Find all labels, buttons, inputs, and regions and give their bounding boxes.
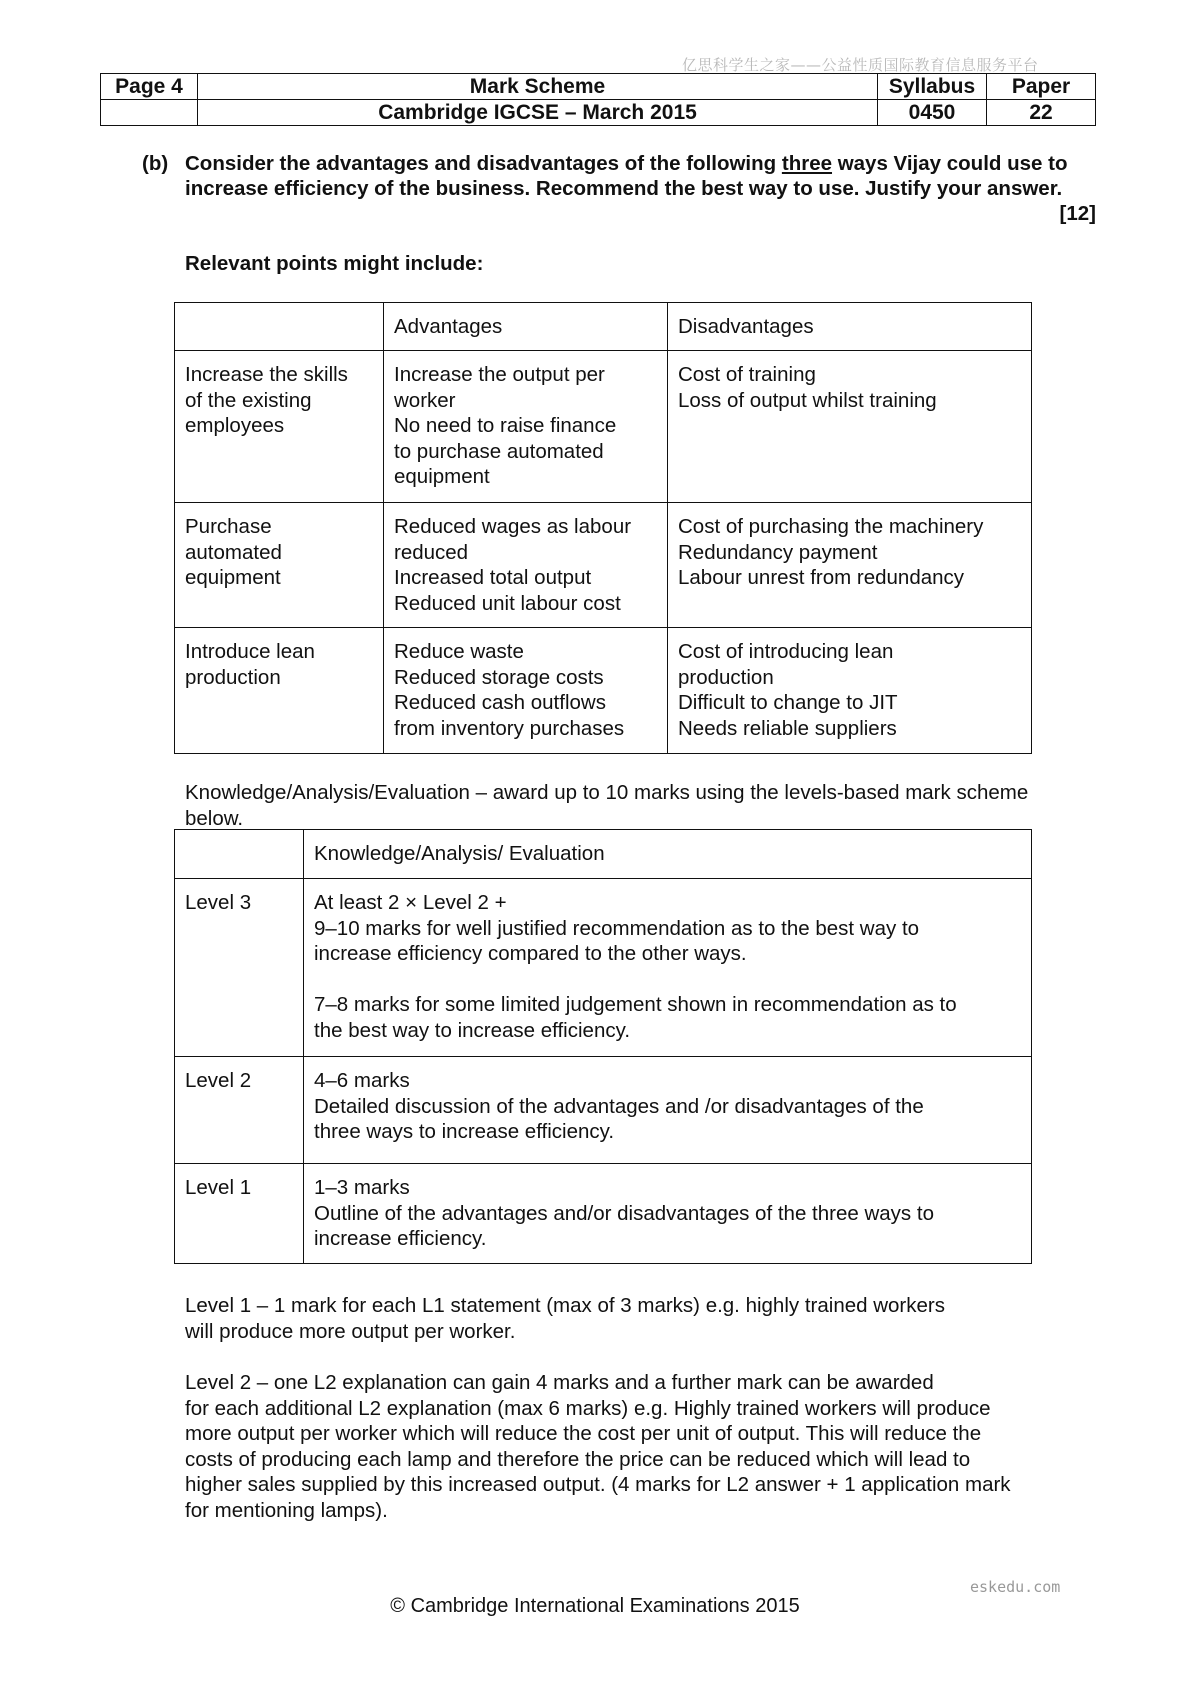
way-cell: Increase the skills of the existing employees	[175, 351, 384, 503]
disadvantages-header: Disadvantages	[668, 303, 1032, 351]
table-row	[175, 879, 1032, 1057]
level-label: Level 2	[175, 1057, 304, 1164]
levels-table	[174, 829, 1032, 1264]
emphasis-three: three	[781, 152, 833, 175]
table-row	[175, 1057, 1032, 1164]
question-marks: [12]	[1059, 202, 1096, 225]
disadvantages-cell: Cost of training Loss of output whilst training	[668, 351, 1032, 503]
level2-guidance: Level 2 – one L2 explanation can gain 4 marks and a further mark can be awarded for each additional L2 explanation (max 6 marks) e.g. Highly trained workers will produce more output per worker which will reduce the cost per unit of output. This will reduce the costs of producing each lamp and therefore the price can be reduced which will lead to higher sales supplied by this increased output. (4 marks for L2 answer + 1 application mark for mentioning lamps).	[185, 1371, 1011, 1522]
table-row	[175, 628, 1032, 754]
header-table	[100, 73, 1096, 126]
advantages-cell: Reduced wages as labour reduced Increased total output Reduced unit labour cost	[384, 503, 668, 628]
advantages-cell: Increase the output per worker No need to raise finance to purchase automated equipment	[384, 351, 668, 503]
syllabus-value: 0450	[878, 100, 987, 126]
table-row	[175, 503, 1032, 628]
levels-header: Knowledge/Analysis/ Evaluation	[304, 830, 1032, 879]
level1-guidance: Level 1 – 1 mark for each L1 statement (max of 3 marks) e.g. highly trained workers will produce more output per worker.	[185, 1294, 945, 1343]
level-descriptor: At least 2 × Level 2 + 9–10 marks for well justified recommendation as to the best way to increase efficiency compared to the other ways. 7–8 marks for some limited judgement shown in recommendation as to the best way to increase efficiency.	[304, 879, 1032, 1057]
level-label: Level 3	[175, 879, 304, 1057]
relevant-heading: Relevant points might include:	[185, 252, 484, 275]
table-row	[175, 351, 1032, 503]
level-descriptor: 4–6 marks Detailed discussion of the advantages and /or disadvantages of the three ways to increase efficiency.	[304, 1057, 1032, 1164]
question-text: Consider the advantages and disadvantages of the following three ways Vijay could use to increase efficiency of the business. Recommend the best way to use. Justify your answer.	[185, 152, 1068, 200]
advantages-cell: Reduce waste Reduced storage costs Reduced cash outflows from inventory purchases	[384, 628, 668, 754]
paper-value: 22	[987, 100, 1096, 126]
document-subtitle: Cambridge IGCSE – March 2015	[198, 100, 878, 126]
document-title: Mark Scheme	[198, 74, 878, 100]
level-label: Level 1	[175, 1164, 304, 1264]
way-cell: Purchase automated equipment	[175, 503, 384, 628]
page-number: Page 4	[101, 74, 198, 100]
syllabus-label: Syllabus	[878, 74, 987, 100]
watermark-bottom: eskedu.com	[970, 1578, 1061, 1596]
watermark-top: 亿思科学生之家——公益性质国际教育信息服务平台	[682, 56, 1039, 74]
disadvantages-cell: Cost of introducing lean production Difficult to change to JIT Needs reliable suppliers	[668, 628, 1032, 754]
question-label: (b)	[142, 152, 169, 175]
page-cell-empty	[101, 100, 198, 126]
advantages-header: Advantages	[384, 303, 668, 351]
kae-intro: Knowledge/Analysis/Evaluation – award up to 10 marks using the levels-based mark scheme below.	[185, 781, 1029, 830]
way-cell: Introduce lean production	[175, 628, 384, 754]
paper-label: Paper	[987, 74, 1096, 100]
table-row	[175, 1164, 1032, 1264]
disadvantages-cell: Cost of purchasing the machinery Redundancy payment Labour unrest from redundancy	[668, 503, 1032, 628]
level-descriptor: 1–3 marks Outline of the advantages and/or disadvantages of the three ways to increase efficiency.	[304, 1164, 1032, 1264]
ways-header-empty	[175, 303, 384, 351]
levels-header-empty	[175, 830, 304, 879]
ways-table	[174, 302, 1032, 754]
copyright-footer: © Cambridge International Examinations 2015	[390, 1595, 800, 1617]
